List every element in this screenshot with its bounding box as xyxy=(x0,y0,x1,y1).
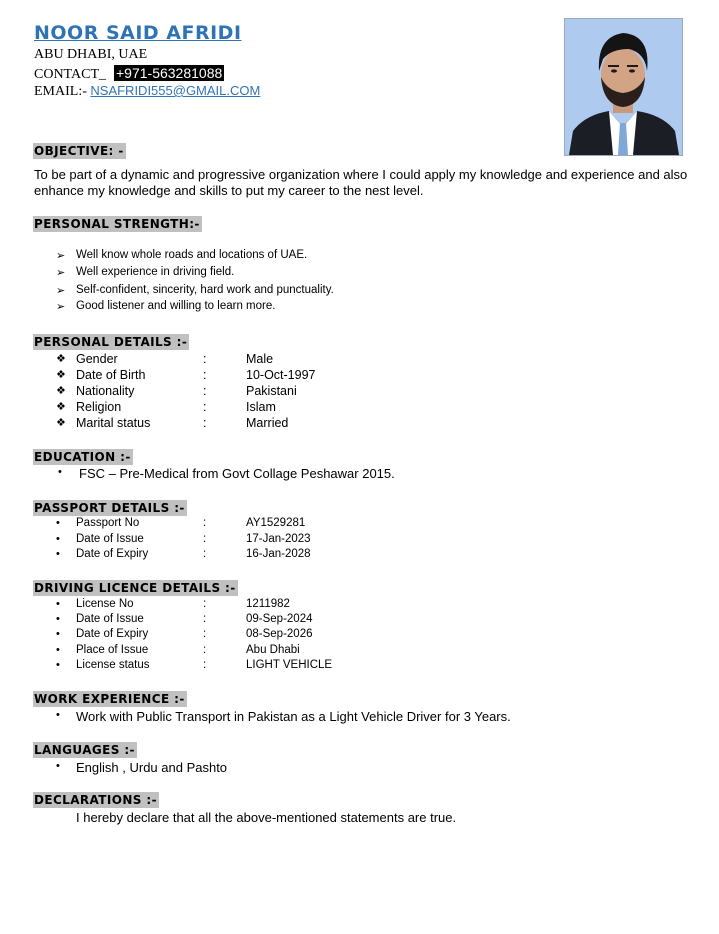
strength-text: Well experience in driving field. xyxy=(76,266,235,278)
bullet-icon: ❖ xyxy=(56,369,66,381)
detail-row xyxy=(0,400,719,416)
detail-label: Date of Issue xyxy=(76,613,144,626)
email-label: EMAIL:- xyxy=(34,84,87,99)
detail-value: Pakistani xyxy=(246,384,297,398)
section-heading-personal: PERSONAL DETAILS :- xyxy=(34,335,188,349)
detail-value: LIGHT VEHICLE xyxy=(246,658,333,671)
arrow-bullet-icon: ➢ xyxy=(56,301,66,313)
detail-row xyxy=(0,598,719,614)
contact-phone[interactable]: +971-563281088 xyxy=(116,65,223,81)
profile-photo xyxy=(564,18,683,156)
detail-value: 09-Sep-2024 xyxy=(246,613,313,626)
detail-row xyxy=(0,548,719,564)
detail-row xyxy=(0,613,719,629)
section-heading-passport: PASSPORT DETAILS :- xyxy=(34,501,185,515)
contact-label: CONTACT_ xyxy=(34,67,106,82)
language-item: English , Urdu and Pashto xyxy=(76,760,228,775)
detail-row xyxy=(0,644,719,660)
detail-value: Abu Dhabi xyxy=(246,643,300,656)
declaration-text: I hereby declare that all the above-mentioned statements are true. xyxy=(76,810,457,825)
detail-row xyxy=(0,533,719,549)
separator: : xyxy=(203,643,207,656)
detail-value: 10-Oct-1997 xyxy=(246,368,316,382)
detail-value: Male xyxy=(246,352,274,366)
detail-label: Marital status xyxy=(76,416,151,430)
bullet-icon: ❖ xyxy=(56,401,66,413)
separator: : xyxy=(203,400,207,414)
strength-item xyxy=(0,266,719,282)
separator: : xyxy=(203,517,207,529)
work-item: Work with Public Transport in Pakistan as a Light Vehicle Driver for 3 Years. xyxy=(76,709,511,724)
contact-line xyxy=(34,65,224,83)
candidate-name: NOOR SAID AFRIDI xyxy=(34,22,242,44)
section-heading-objective: OBJECTIVE: - xyxy=(34,144,124,158)
list-item xyxy=(0,709,719,725)
strength-text: Well know whole roads and locations of UAE. xyxy=(76,249,308,261)
detail-label: Nationality xyxy=(76,384,135,398)
separator: : xyxy=(203,598,207,610)
bullet-icon: • xyxy=(56,598,60,610)
detail-value: 08-Sep-2026 xyxy=(246,628,313,641)
separator: : xyxy=(203,613,207,626)
detail-value: 17-Jan-2023 xyxy=(246,532,311,545)
arrow-bullet-icon: ➢ xyxy=(56,267,66,279)
bullet-icon: • xyxy=(56,548,60,560)
separator: : xyxy=(203,368,207,382)
detail-label: Religion xyxy=(76,400,122,414)
separator: : xyxy=(203,352,207,366)
email-link[interactable]: NSAFRIDI555@GMAIL.COM xyxy=(90,83,261,98)
detail-row xyxy=(0,368,719,384)
section-heading-declaration: DECLARATIONS :- xyxy=(34,793,157,807)
arrow-bullet-icon: ➢ xyxy=(56,285,66,297)
bullet-icon: • xyxy=(56,532,60,545)
bullet-icon: • xyxy=(56,517,60,529)
strength-item xyxy=(0,300,719,316)
objective-text: To be part of a dynamic and progressive organization where I could apply my knowledge and experience and also enhance my knowledge and skills to put my career to the nest level. xyxy=(34,167,688,198)
strength-item xyxy=(0,249,719,265)
arrow-bullet-icon: ➢ xyxy=(56,250,66,262)
separator: : xyxy=(203,416,207,430)
section-heading-languages: LANGUAGES :- xyxy=(34,743,135,757)
education-item: FSC – Pre-Medical from Govt Collage Peshawar 2015. xyxy=(79,466,395,481)
bullet: • xyxy=(56,709,60,721)
section-heading-strength: PERSONAL STRENGTH:- xyxy=(34,217,200,231)
detail-row xyxy=(0,517,719,533)
bullet-icon: ❖ xyxy=(56,417,66,429)
bullet: • xyxy=(58,466,62,478)
detail-label: Gender xyxy=(76,352,118,366)
location: ABU DHABI, UAE xyxy=(34,47,148,62)
bullet-icon: • xyxy=(56,628,60,641)
separator: : xyxy=(203,658,207,671)
detail-label: Date of Expiry xyxy=(76,548,149,560)
bullet-icon: • xyxy=(56,658,60,671)
detail-label: Place of Issue xyxy=(76,643,149,656)
separator: : xyxy=(203,628,207,641)
bullet-icon: • xyxy=(56,613,60,626)
detail-label: License status xyxy=(76,658,150,671)
separator: : xyxy=(203,384,207,398)
section-heading-work: WORK EXPERIENCE :- xyxy=(34,692,185,706)
section-heading-education: EDUCATION :- xyxy=(34,450,131,464)
list-item xyxy=(0,466,719,482)
detail-row xyxy=(0,352,719,368)
detail-row xyxy=(0,384,719,400)
separator: : xyxy=(203,548,207,560)
section-heading-licence: DRIVING LICENCE DETAILS :- xyxy=(34,581,236,595)
strength-text: Self-confident, sincerity, hard work and punctuality. xyxy=(76,284,334,296)
strength-item xyxy=(0,284,719,300)
bullet: • xyxy=(56,760,60,772)
detail-label: Date of Expiry xyxy=(76,628,149,641)
detail-value: Married xyxy=(246,416,289,430)
bullet-icon: ❖ xyxy=(56,353,66,365)
portrait-illustration xyxy=(565,19,682,155)
detail-label: Date of Birth xyxy=(76,368,146,382)
bullet-icon: • xyxy=(56,643,60,656)
detail-label: Passport No xyxy=(76,517,140,529)
bullet-icon: ❖ xyxy=(56,385,66,397)
email-line xyxy=(34,83,260,100)
detail-label: Date of Issue xyxy=(76,532,144,545)
detail-row xyxy=(0,416,719,432)
list-item xyxy=(0,760,719,776)
strength-text: Good listener and willing to learn more. xyxy=(76,300,276,312)
detail-value: 1211982 xyxy=(246,598,290,610)
detail-label: License No xyxy=(76,598,134,610)
detail-row xyxy=(0,659,719,675)
detail-row xyxy=(0,628,719,644)
separator: : xyxy=(203,532,207,545)
detail-value: 16-Jan-2028 xyxy=(246,548,311,560)
detail-value: Islam xyxy=(246,400,276,414)
detail-value: AY1529281 xyxy=(246,517,306,529)
